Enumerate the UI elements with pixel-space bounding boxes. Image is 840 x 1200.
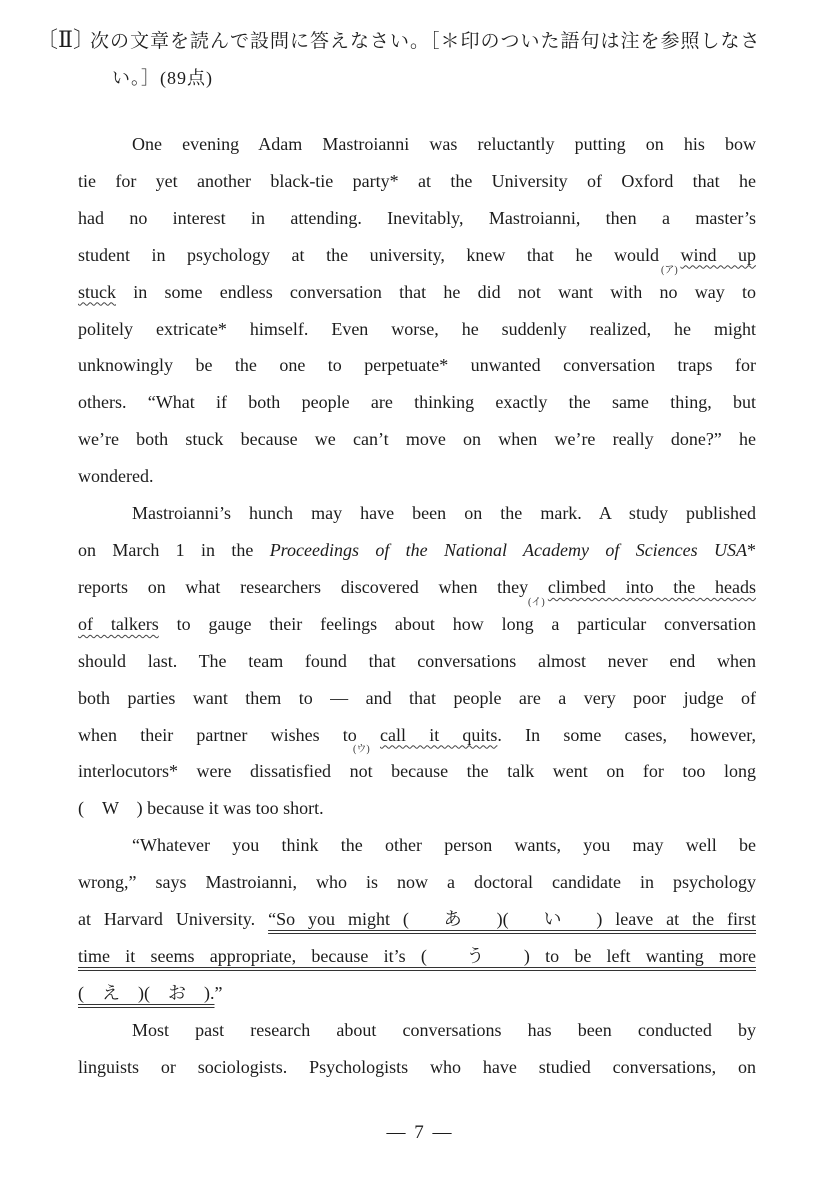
text-line: Mastroianni’s hunch may have been on the mark. A study published	[132, 503, 756, 524]
paragraph-2	[78, 495, 756, 827]
paragraph-1	[78, 126, 756, 495]
paragraph-3	[78, 827, 756, 1012]
double-underlined-sentence-cont: time it seems appropriate, because it’s ( う ) to be left wanting more	[78, 945, 756, 966]
text-line: wrong,” says Mastroianni, who is now a doctoral candidate in psychology	[78, 872, 756, 893]
text-span: on March 1 in the	[78, 539, 270, 560]
underlined-phrase-a-cont: stuck	[78, 281, 116, 302]
text-line	[78, 237, 756, 274]
text-line: One evening Adam Mastroianni was reluctantly putting on his bow	[132, 134, 756, 154]
marker-a: (ア)	[661, 264, 678, 276]
text-span: student in psychology at the university, knew that he would	[78, 244, 681, 265]
text-line: unknowingly be the one to perpetuate* unwanted conversation traps for	[78, 355, 756, 376]
text-line	[78, 901, 756, 938]
double-underlined-sentence: “So you might ( あ )( い ) leave at the first	[268, 909, 756, 930]
passage	[78, 126, 756, 1086]
text-span: ”	[214, 982, 223, 1003]
journal-title: Proceedings of the National Academy of Sciences USA	[269, 539, 747, 560]
text-line: linguists or sociologists. Psychologists who have studied conversations, on	[78, 1056, 756, 1077]
text-line	[78, 744, 756, 790]
text-span: in some endless conversation that he did not want with no way to	[116, 281, 756, 302]
marker-u: (ウ)	[353, 744, 370, 756]
text-line: politely extricate* himself. Even worse, he suddenly realized, he might	[78, 318, 756, 339]
section-mark: 〔Ⅱ〕	[36, 27, 95, 52]
text-span: when their partner wishes to	[78, 724, 380, 745]
instruction-line1: 次の文章を読んで設問に答えなさい。［＊印のついた語句は注を参照しなさ	[90, 31, 761, 52]
double-underlined-sentence-end: ( え )( お ).	[78, 982, 215, 1003]
underlined-phrase-i: climbed into the heads	[547, 576, 756, 597]
page-number: — 7 —	[386, 1122, 454, 1143]
text-span: to gauge their feelings about how long a particular conversation	[158, 613, 756, 634]
text-line	[78, 569, 756, 606]
text-span: . In some cases, however,	[497, 724, 756, 745]
underlined-phrase-i-cont: of talkers	[78, 613, 159, 634]
text-line	[78, 596, 756, 643]
underlined-phrase-a: wind up	[680, 244, 757, 265]
text-line: ( W ) because it was too short.	[78, 798, 324, 819]
text-line: should last. The team found that conversations almost never end when	[78, 650, 756, 671]
text-line	[78, 938, 756, 975]
instruction-line2: い。］(89点)	[112, 68, 213, 88]
text-line	[78, 717, 756, 754]
text-line: we’re both stuck because we can’t move on when we’re really done?” he	[78, 429, 756, 450]
text-span: interlocutors* were dissatisfied not because the talk went on for too long	[78, 761, 756, 782]
underlined-phrase-u: call it quits	[380, 724, 498, 745]
text-span: at Harvard University.	[78, 909, 269, 930]
text-line: “Whatever you think the other person wants, you may well be	[132, 835, 756, 856]
text-line: Most past research about conversations has been conducted by	[132, 1019, 756, 1040]
text-line: wondered.	[78, 466, 154, 487]
text-line: others. “What if both people are thinking exactly the same thing, but	[78, 392, 756, 413]
text-span: *	[747, 539, 756, 560]
text-line: tie for yet another black-tie party* at the University of Oxford that he	[78, 170, 756, 191]
text-line	[78, 975, 756, 1012]
text-line: both parties want them to — and that people are a very poor judge of	[78, 687, 756, 708]
paragraph-4	[78, 1012, 756, 1086]
instructions	[36, 22, 776, 96]
text-line	[78, 264, 756, 311]
text-line	[78, 532, 756, 569]
text-span: reports on what researchers discovered when they	[78, 576, 548, 597]
marker-i: (イ)	[528, 596, 545, 608]
text-line: had no interest in attending. Inevitably, Mastroianni, then a master’s	[78, 207, 756, 228]
